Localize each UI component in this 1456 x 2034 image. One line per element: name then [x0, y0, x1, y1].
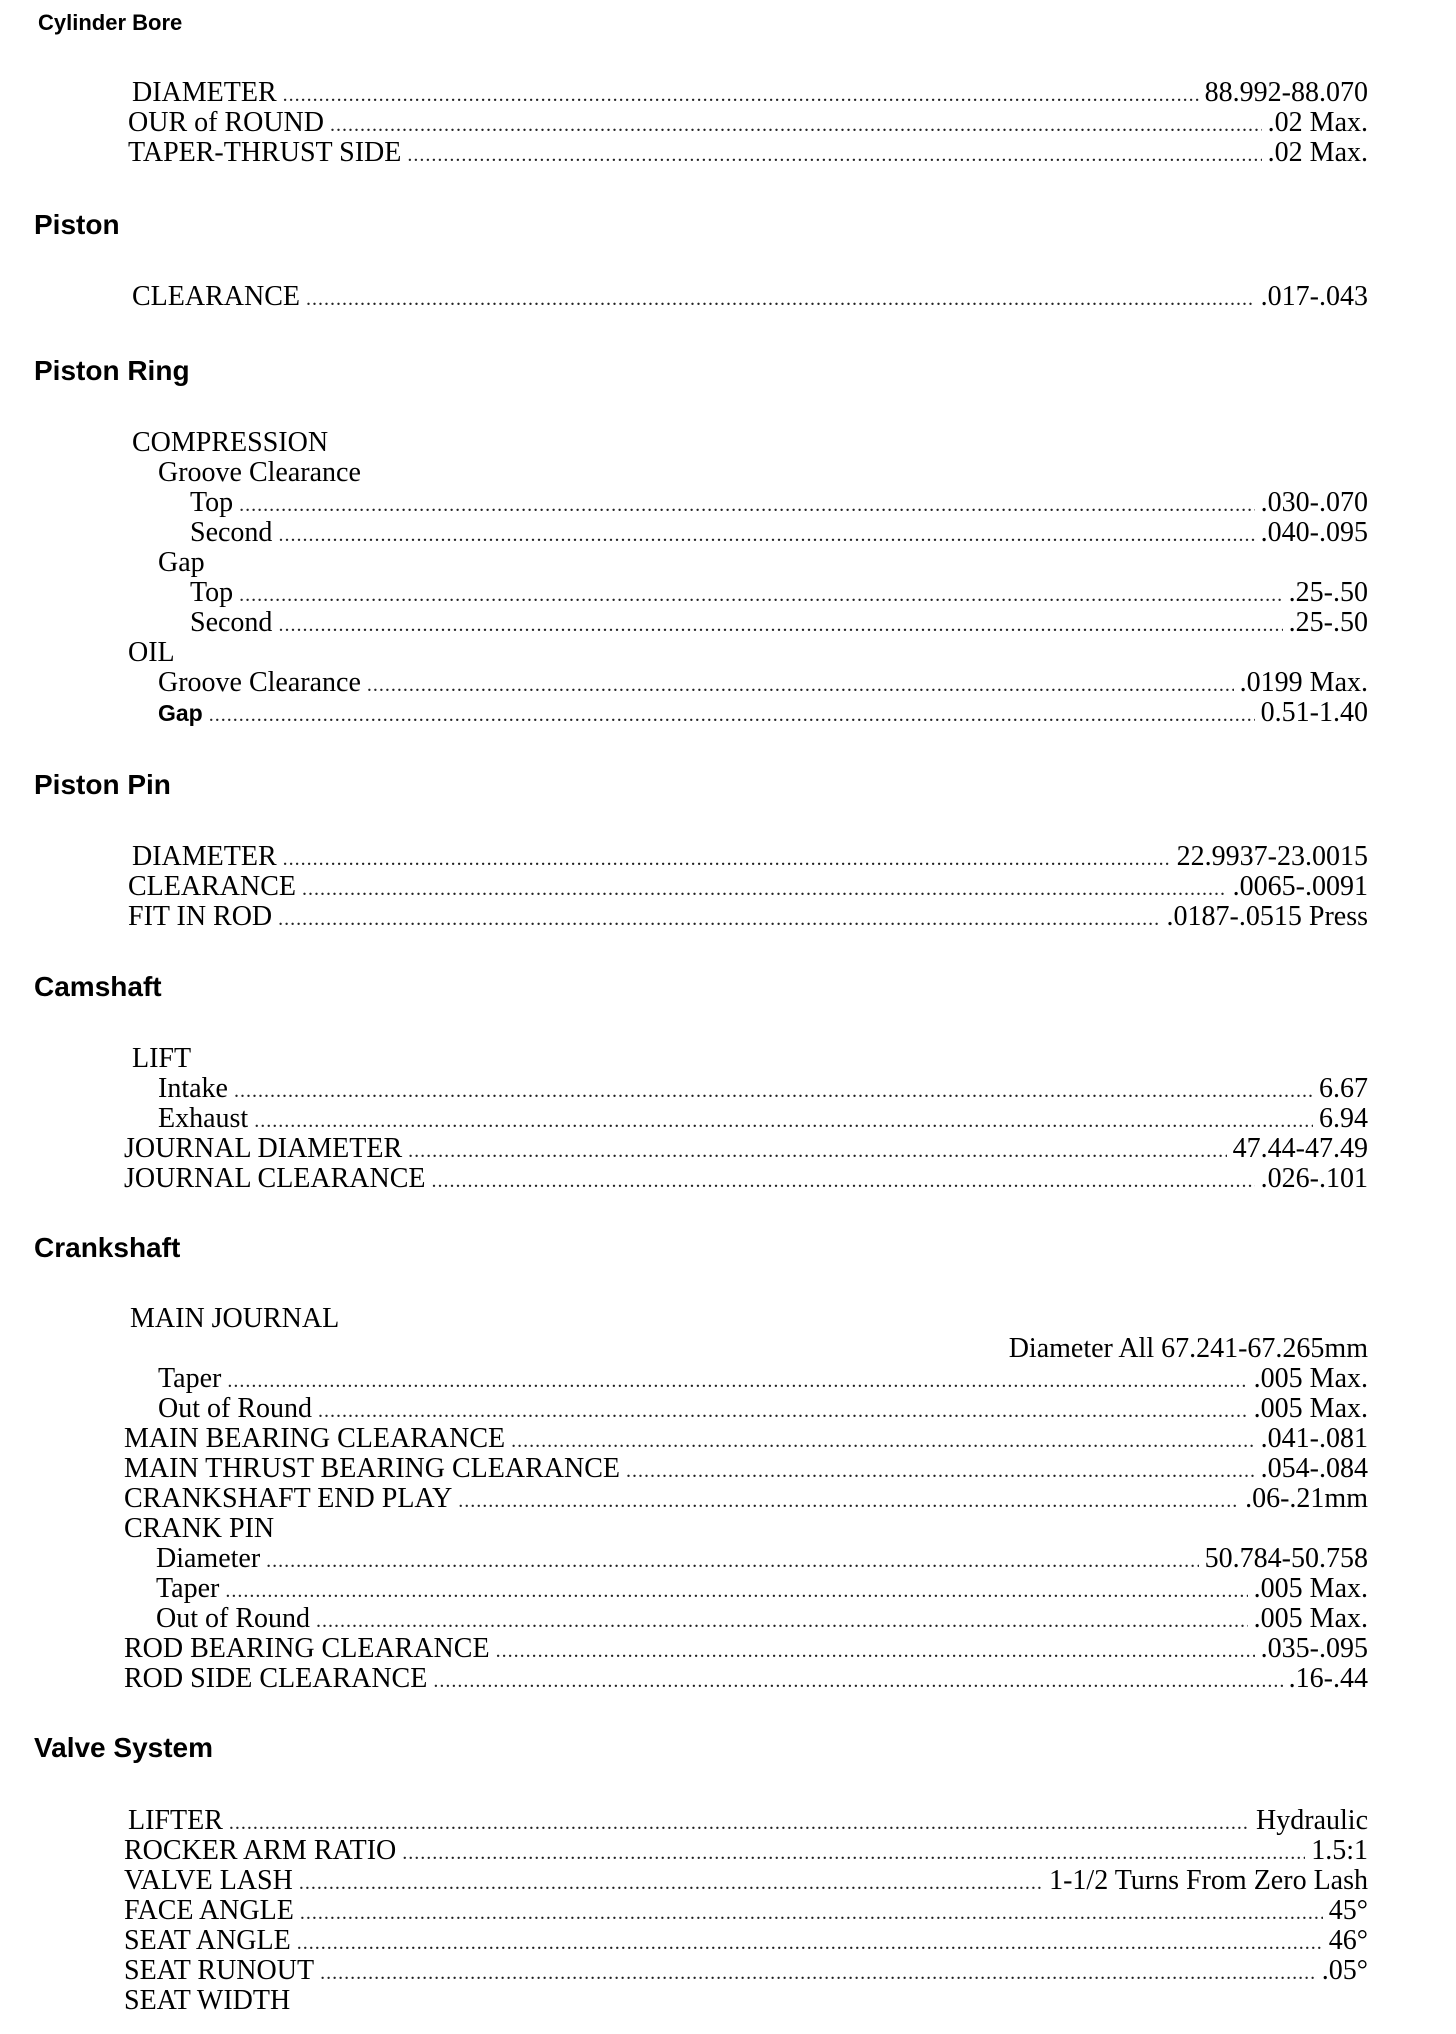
dot-leader: [330, 110, 1262, 140]
spec-value: .017-.043: [1260, 281, 1368, 312]
spec-row: [124, 1896, 1368, 1926]
spec-label: JOURNAL CLEARANCE: [124, 1163, 426, 1194]
spec-value: Diameter All 67.241-67.265mm: [1008, 1333, 1368, 1364]
spec-row: [124, 1484, 1368, 1514]
spec-label: Top: [190, 487, 234, 518]
dot-leader: [225, 1576, 1247, 1606]
spec-label: Out of Round: [156, 1603, 310, 1634]
spec-label: Taper: [156, 1573, 220, 1604]
spec-label: Taper: [158, 1363, 222, 1394]
spec-label: JOURNAL DIAMETER: [124, 1133, 403, 1164]
spec-row: [158, 698, 1368, 728]
spec-value: 6.94: [1319, 1103, 1368, 1134]
spec-value: 45°: [1328, 1895, 1368, 1926]
dot-leader: [299, 1868, 1043, 1898]
spec-label: DIAMETER: [132, 77, 277, 108]
dot-leader: [306, 284, 1255, 314]
spec-label: Exhaust: [158, 1103, 249, 1134]
spec-value: .005 Max.: [1253, 1363, 1368, 1394]
spec-label: Groove Clearance: [158, 457, 361, 488]
spec-label: CLEARANCE: [128, 871, 296, 902]
spec-value: .0199 Max.: [1239, 667, 1368, 698]
spec-value: .16-.44: [1288, 1663, 1368, 1694]
section-title: Camshaft: [34, 971, 162, 1002]
spec-label: LIFT: [132, 1043, 192, 1074]
dot-leader: [266, 1546, 1199, 1576]
dot-leader: [254, 1106, 1313, 1136]
dot-leader: [283, 80, 1199, 110]
spec-value: .054-.084: [1260, 1453, 1368, 1484]
spec-row: [132, 842, 1368, 872]
spec-row: [124, 1836, 1368, 1866]
spec-label: SEAT RUNOUT: [124, 1955, 315, 1986]
spec-row: [124, 1986, 290, 2016]
dot-leader: [278, 904, 1160, 934]
dot-leader: [316, 1606, 1248, 1636]
spec-label: OUR of ROUND: [128, 107, 324, 138]
spec-row: [132, 428, 328, 458]
spec-row: [124, 1454, 1368, 1484]
section-title: Cylinder Bore: [38, 10, 183, 35]
spec-value: 88.992-88.070: [1204, 77, 1368, 108]
dot-leader: [458, 1486, 1239, 1516]
spec-row: [190, 578, 1368, 608]
spec-value: Hydraulic: [1256, 1805, 1368, 1836]
spec-label: OIL: [128, 637, 175, 668]
spec-row: [190, 488, 1368, 518]
dot-leader: [300, 1898, 1323, 1928]
spec-value: 1-1/2 Turns From Zero Lash: [1049, 1865, 1368, 1896]
dot-leader: [227, 1366, 1247, 1396]
spec-value: .0187-.0515 Press: [1166, 901, 1368, 932]
spec-row: [128, 638, 175, 668]
spec-row: [132, 78, 1368, 108]
spec-row: [124, 1866, 1368, 1896]
spec-row: [158, 1074, 1368, 1104]
spec-value: .25-.50: [1288, 607, 1368, 638]
dot-leader: [496, 1636, 1255, 1666]
spec-label: MAIN JOURNAL: [130, 1303, 340, 1334]
spec-label: MAIN BEARING CLEARANCE: [124, 1423, 506, 1454]
dot-leader: [318, 1396, 1248, 1426]
spec-label: Top: [190, 577, 234, 608]
spec-label: Gap: [158, 700, 203, 726]
spec-row: [158, 548, 205, 578]
spec-label: DIAMETER: [132, 841, 277, 872]
spec-row: [156, 1574, 1368, 1604]
spec-row: [124, 1514, 274, 1544]
spec-value: 1.5:1: [1311, 1835, 1368, 1866]
dot-leader: [302, 874, 1227, 904]
spec-value: 50.784-50.758: [1204, 1543, 1368, 1574]
spec-label: TAPER-THRUST SIDE: [128, 137, 402, 168]
spec-label: COMPRESSION: [132, 427, 329, 458]
dot-leader: [297, 1928, 1323, 1958]
dot-leader: [433, 1666, 1282, 1696]
spec-value: .02 Max.: [1267, 137, 1368, 168]
spec-row: [132, 1044, 191, 1074]
spec-label: Diameter: [156, 1543, 261, 1574]
spec-row: [132, 1334, 1368, 1364]
spec-value: 0.51-1.40: [1260, 697, 1368, 728]
spec-value: .005 Max.: [1253, 1573, 1368, 1604]
spec-label: CRANKSHAFT END PLAY: [124, 1483, 453, 1514]
spec-row: [156, 1544, 1368, 1574]
spec-label: Out of Round: [158, 1393, 312, 1424]
spec-value: 47.44-47.49: [1232, 1133, 1368, 1164]
spec-row: [190, 518, 1368, 548]
dot-leader: [320, 1958, 1316, 1988]
section-title: Valve System: [34, 1732, 214, 1763]
spec-row: [156, 1604, 1368, 1634]
spec-value: 22.9937-23.0015: [1176, 841, 1368, 872]
spec-label: SEAT WIDTH: [124, 1985, 291, 2016]
spec-label: FIT IN ROD: [128, 901, 273, 932]
section-title: Crankshaft: [34, 1232, 181, 1263]
dot-leader: [229, 1808, 1250, 1838]
spec-value: .026-.101: [1260, 1163, 1368, 1194]
spec-row: [128, 1806, 1368, 1836]
spec-value: .06-.21mm: [1245, 1483, 1368, 1514]
spec-value: .02 Max.: [1267, 107, 1368, 138]
spec-label: LIFTER: [128, 1805, 223, 1836]
spec-value: .0065-.0091: [1232, 871, 1368, 902]
dot-leader: [239, 580, 1283, 610]
spec-label: CLEARANCE: [132, 281, 300, 312]
spec-label: Second: [190, 607, 273, 638]
spec-value: .25-.50: [1288, 577, 1368, 608]
spec-row: [124, 1664, 1368, 1694]
spec-label: FACE ANGLE: [124, 1895, 294, 1926]
spec-label: SEAT ANGLE: [124, 1925, 291, 1956]
spec-value: .035-.095: [1260, 1633, 1368, 1664]
spec-row: [128, 138, 1368, 168]
dot-leader: [209, 700, 1255, 730]
spec-label: Intake: [158, 1073, 228, 1104]
dot-leader: [432, 1166, 1255, 1196]
section-title: Piston Pin: [34, 769, 171, 800]
spec-value: 6.67: [1319, 1073, 1368, 1104]
spec-row: [128, 108, 1368, 138]
spec-row: [132, 282, 1368, 312]
dot-leader: [278, 520, 1254, 550]
spec-label: MAIN THRUST BEARING CLEARANCE: [124, 1453, 620, 1484]
spec-row: [128, 872, 1368, 902]
spec-row: [158, 1394, 1368, 1424]
spec-value: 46°: [1328, 1925, 1368, 1956]
dot-leader: [626, 1456, 1255, 1486]
dot-leader: [407, 140, 1261, 170]
spec-value: .005 Max.: [1253, 1393, 1368, 1424]
dot-leader: [408, 1136, 1227, 1166]
spec-row: [158, 1104, 1368, 1134]
dot-leader: [402, 1838, 1305, 1868]
spec-value: .05°: [1321, 1955, 1368, 1986]
spec-value: .041-.081: [1260, 1423, 1368, 1454]
dot-leader: [283, 844, 1171, 874]
dot-leader: [278, 610, 1282, 640]
spec-value: .030-.070: [1260, 487, 1368, 518]
dot-leader: [367, 670, 1234, 700]
dot-leader: [234, 1076, 1313, 1106]
spec-row: [124, 1134, 1368, 1164]
spec-row: [124, 1926, 1368, 1956]
spec-value: .040-.095: [1260, 517, 1368, 548]
spec-value: .005 Max.: [1253, 1603, 1368, 1634]
spec-row: [130, 1304, 339, 1334]
spec-label: ROD SIDE CLEARANCE: [124, 1663, 428, 1694]
spec-label: VALVE LASH: [124, 1865, 293, 1896]
spec-row: [158, 1364, 1368, 1394]
spec-row: [128, 902, 1368, 932]
spec-label: Second: [190, 517, 273, 548]
section-title: Piston Ring: [34, 355, 190, 386]
spec-label: Groove Clearance: [158, 667, 361, 698]
spec-row: [158, 668, 1368, 698]
dot-leader: [511, 1426, 1255, 1456]
spec-label: Gap: [158, 547, 205, 578]
section-title: Piston: [34, 209, 120, 240]
spec-row: [190, 608, 1368, 638]
dot-leader: [239, 490, 1255, 520]
spec-label: ROCKER ARM RATIO: [124, 1835, 397, 1866]
spec-row: [124, 1164, 1368, 1194]
spec-row: [124, 1956, 1368, 1986]
spec-label: CRANK PIN: [124, 1513, 275, 1544]
spec-row: [158, 458, 361, 488]
spec-row: [124, 1634, 1368, 1664]
spec-row: [124, 1424, 1368, 1454]
spec-label: ROD BEARING CLEARANCE: [124, 1633, 490, 1664]
